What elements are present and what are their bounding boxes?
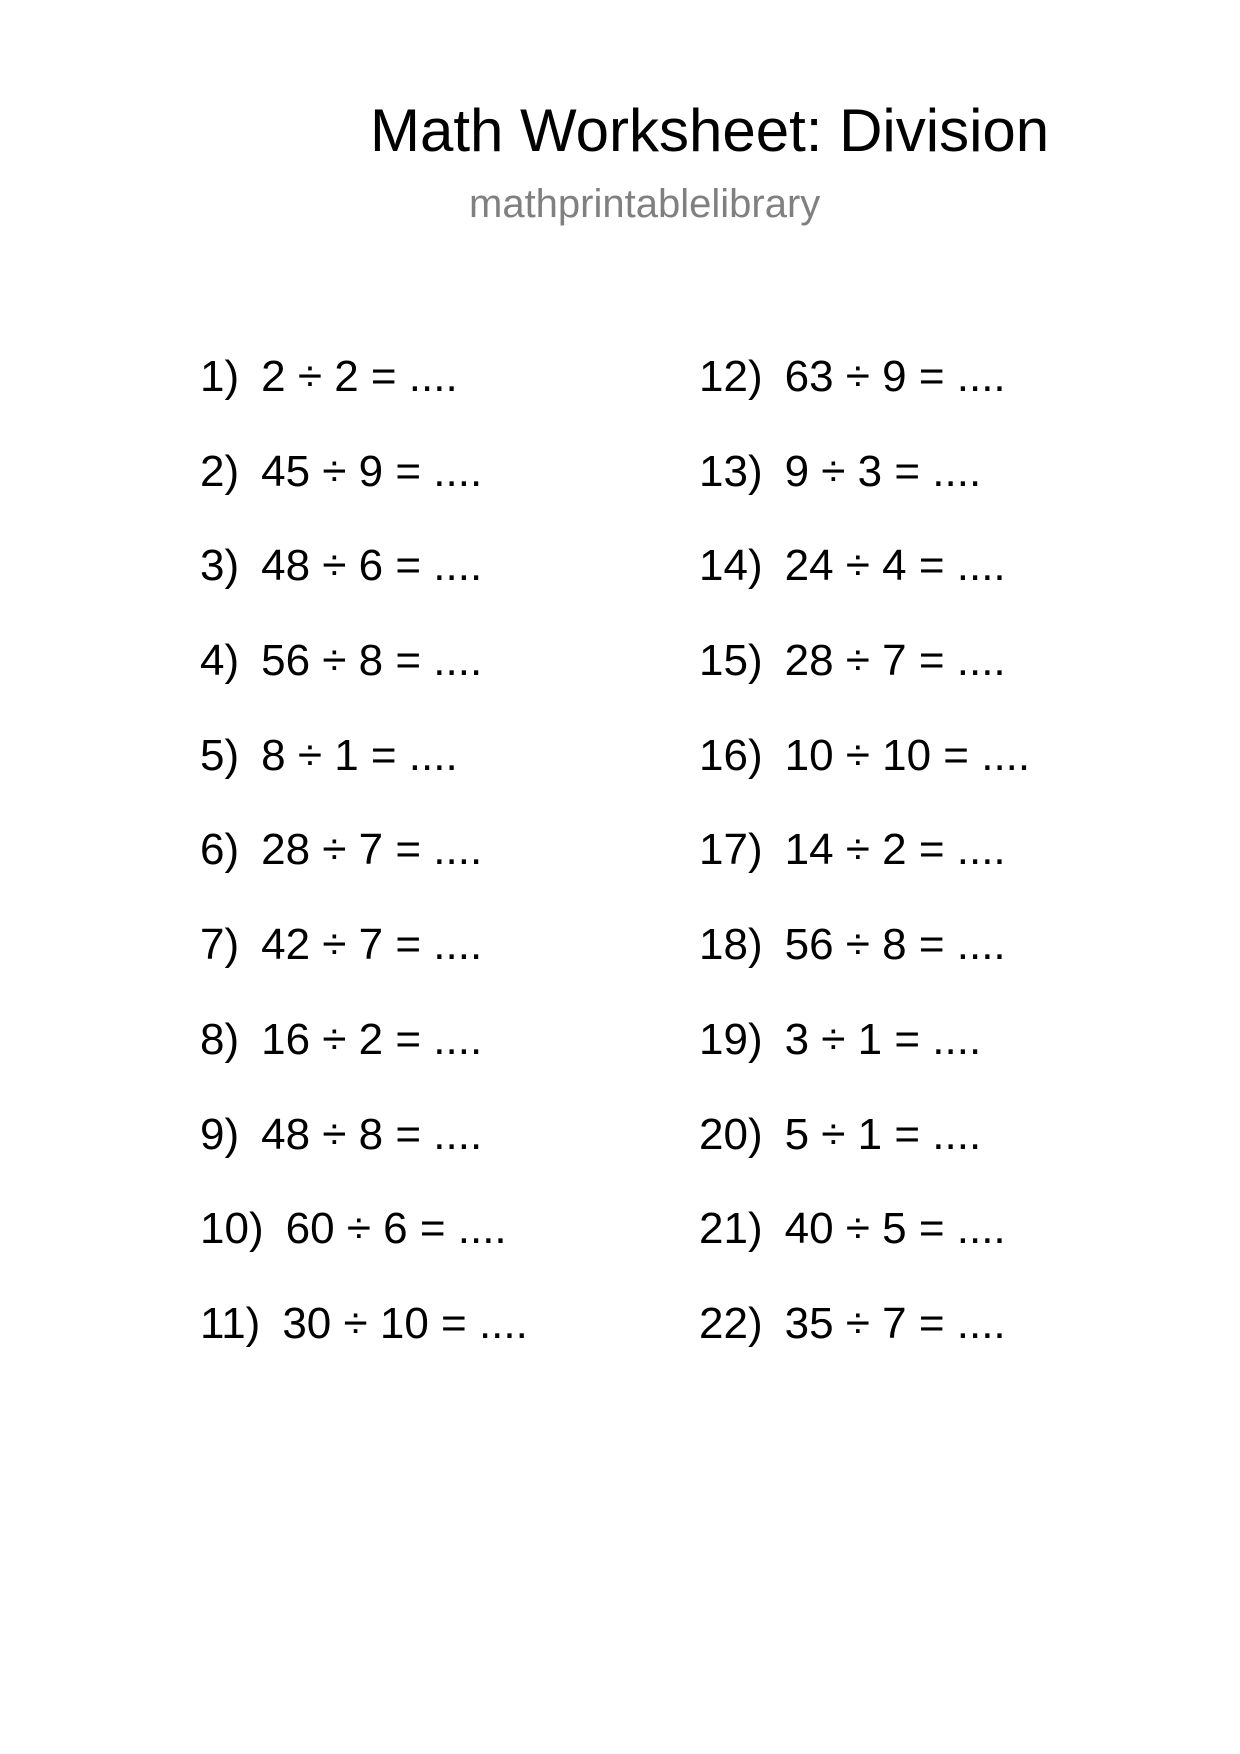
problem-expression: 5 ÷ 1 = .... bbox=[784, 1109, 982, 1159]
problem-item bbox=[699, 731, 1030, 826]
problem-expression: 60 ÷ 6 = .... bbox=[285, 1204, 507, 1254]
problem-expression: 48 ÷ 6 = .... bbox=[261, 541, 483, 591]
problem-number: 6) bbox=[200, 825, 240, 875]
problem-item bbox=[699, 541, 1030, 636]
problem-number: 1) bbox=[200, 352, 240, 401]
problem-number: 7) bbox=[200, 920, 240, 970]
problem-item bbox=[699, 352, 1030, 447]
problem-expression: 24 ÷ 4 = .... bbox=[784, 541, 1006, 591]
worksheet-source: mathprintablelibrary bbox=[469, 182, 821, 226]
problem-expression: 14 ÷ 2 = .... bbox=[784, 825, 1006, 875]
problem-item bbox=[200, 1299, 528, 1394]
problem-expression: 8 ÷ 1 = .... bbox=[261, 730, 458, 780]
problem-expression: 63 ÷ 9 = .... bbox=[784, 352, 1006, 401]
problem-item bbox=[699, 636, 1030, 731]
problem-item bbox=[200, 731, 528, 826]
problem-number: 2) bbox=[200, 446, 240, 496]
problem-number: 8) bbox=[200, 1014, 240, 1064]
problem-expression: 3 ÷ 1 = .... bbox=[784, 1014, 982, 1064]
problems-column-right bbox=[699, 352, 1030, 1394]
problem-expression: 56 ÷ 8 = .... bbox=[261, 636, 483, 686]
problem-expression: 48 ÷ 8 = .... bbox=[261, 1109, 483, 1159]
problem-number: 18) bbox=[699, 920, 763, 970]
problem-expression: 28 ÷ 7 = .... bbox=[784, 636, 1006, 686]
problem-expression: 35 ÷ 7 = .... bbox=[784, 1298, 1006, 1348]
problem-item bbox=[699, 1015, 1030, 1110]
problem-item bbox=[699, 1299, 1030, 1394]
problem-item bbox=[200, 636, 528, 731]
problem-item bbox=[200, 920, 528, 1015]
problem-number: 9) bbox=[200, 1109, 240, 1159]
problems-column-left bbox=[200, 352, 528, 1394]
worksheet-title: Math Worksheet: Division bbox=[370, 97, 1050, 164]
problem-item bbox=[699, 825, 1030, 920]
problem-item bbox=[699, 1204, 1030, 1299]
problem-number: 22) bbox=[699, 1298, 763, 1348]
problem-number: 4) bbox=[200, 636, 240, 686]
problem-item bbox=[200, 352, 528, 447]
problem-number: 16) bbox=[699, 730, 763, 780]
problem-number: 3) bbox=[200, 541, 240, 591]
problem-number: 13) bbox=[699, 446, 763, 496]
problem-expression: 45 ÷ 9 = .... bbox=[261, 446, 483, 496]
problem-number: 15) bbox=[699, 636, 763, 686]
problem-number: 17) bbox=[699, 825, 763, 875]
problem-number: 5) bbox=[200, 730, 240, 780]
problem-number: 20) bbox=[699, 1109, 763, 1159]
problem-item bbox=[200, 1110, 528, 1205]
problem-item bbox=[200, 1204, 528, 1299]
problem-number: 19) bbox=[699, 1014, 763, 1064]
problem-expression: 10 ÷ 10 = .... bbox=[784, 730, 1031, 780]
problem-item bbox=[699, 447, 1030, 542]
problem-item bbox=[699, 920, 1030, 1015]
problem-item bbox=[200, 541, 528, 636]
problem-item bbox=[200, 825, 528, 920]
problem-expression: 28 ÷ 7 = .... bbox=[261, 825, 483, 875]
problem-expression: 2 ÷ 2 = .... bbox=[261, 352, 458, 401]
problem-item bbox=[200, 447, 528, 542]
problem-expression: 30 ÷ 10 = .... bbox=[282, 1298, 528, 1348]
problem-number: 11) bbox=[200, 1298, 261, 1348]
problem-expression: 40 ÷ 5 = .... bbox=[784, 1204, 1006, 1254]
problem-expression: 56 ÷ 8 = .... bbox=[784, 920, 1006, 970]
problem-expression: 42 ÷ 7 = .... bbox=[261, 920, 483, 970]
problem-expression: 9 ÷ 3 = .... bbox=[784, 446, 982, 496]
problem-item bbox=[200, 1015, 528, 1110]
problem-number: 12) bbox=[699, 352, 763, 401]
problem-item bbox=[699, 1110, 1030, 1205]
problem-expression: 16 ÷ 2 = .... bbox=[261, 1014, 483, 1064]
problem-number: 14) bbox=[699, 541, 763, 591]
problem-number: 21) bbox=[699, 1204, 763, 1254]
problem-number: 10) bbox=[200, 1204, 264, 1254]
